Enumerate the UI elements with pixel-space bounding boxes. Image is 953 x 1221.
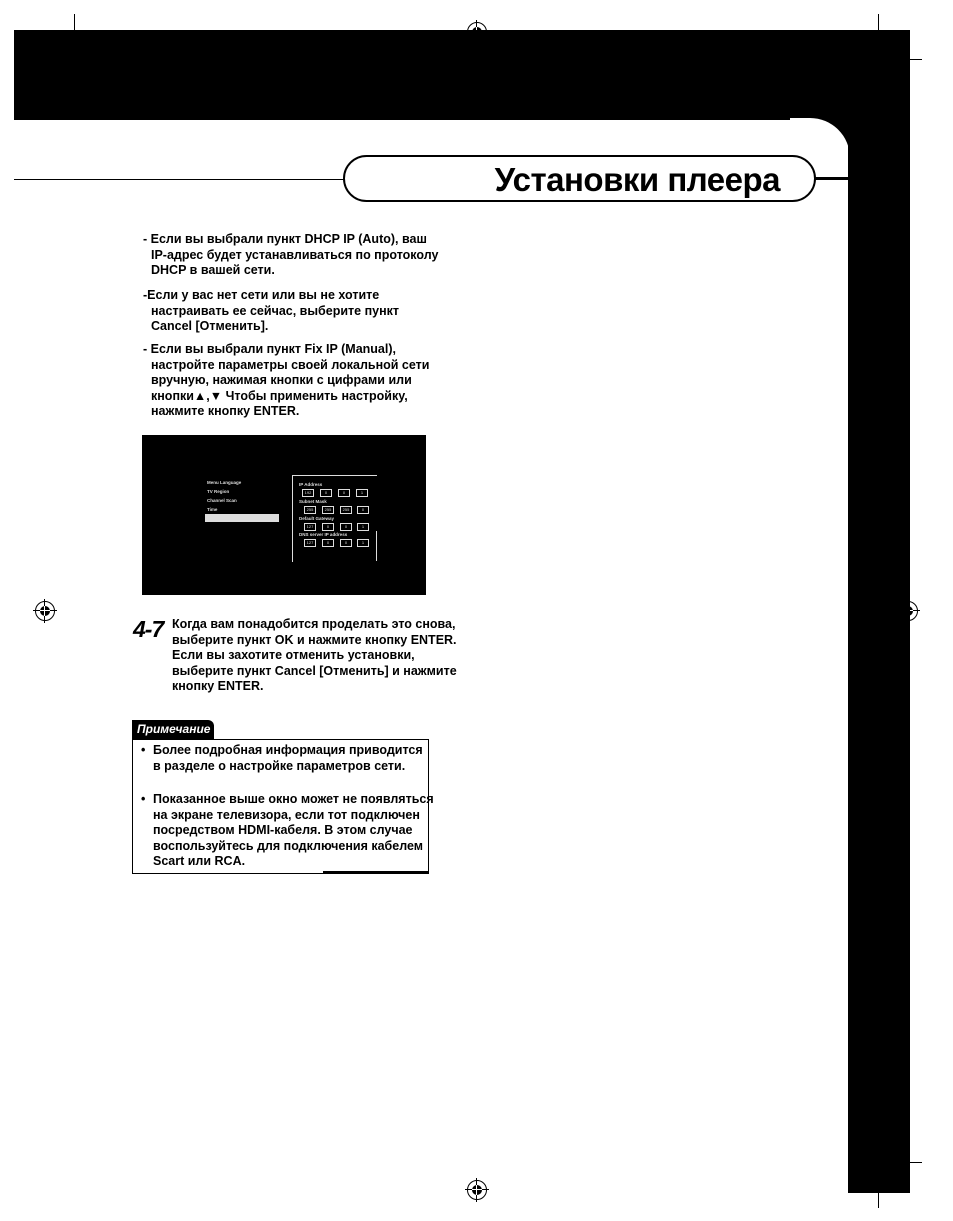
field-label: Subnet Mask [299,499,327,504]
dns-octet: 0 [322,539,334,547]
paragraph-no-network: -Если у вас нет сети или вы не хотите настраивать ее сейчас, выберите пункт Cancel [Отменить]. [143,288,399,334]
registration-mark-icon [33,599,57,623]
gateway-octet: 0 [322,523,334,531]
gateway-octet: 1 [357,523,369,531]
title-rule [14,179,346,180]
paragraph-fix-ip: - Если вы выбрали пункт Fix IP (Manual), настройте параметры своей локальной сети вручную, нажимая кнопки с цифрами или кнопки▲,▼ Чтобы применить настройку, нажмите кнопку ENTER. [143,342,430,419]
tv-screen-image [142,435,426,595]
header-band [14,30,910,120]
note-label: Примечание [132,720,214,739]
dns-octet: 1 [357,539,369,547]
note-box-accent [323,871,429,874]
panel-bracket [374,531,377,561]
gateway-octet: 127 [304,523,316,531]
menu-item: Time [207,507,218,512]
field-label: IP Address [299,482,323,487]
menu-selection-highlight [205,514,279,522]
ip-octet: 0 [320,489,332,497]
side-band-overlay [848,130,910,1193]
step-number: 4-7 [133,616,164,642]
paragraph-dhcp: - Если вы выбрали пункт DHCP IP (Auto), ваш IP-адрес будет устанавливаться по протоколу DHCP в вашей сети. [143,232,439,278]
mask-octet: 255 [340,506,352,514]
registration-mark-icon [465,1178,489,1202]
dns-octet: 0 [340,539,352,547]
mask-octet: 255 [304,506,316,514]
menu-item: Channel Scan [207,498,237,503]
step-text: Когда вам понадобится проделать это снова, выберите пункт OK и нажмите кнопку ENTER. Если вы захотите отменить установки, выберите пункт Cancel [Отменить] и нажмите кнопку ENTER. [172,617,457,694]
ip-octet: 1 [356,489,368,497]
mask-octet: 0 [357,506,369,514]
bullet: • [141,743,146,757]
ip-octet: 0 [338,489,350,497]
ip-octet: 192 [302,489,314,497]
bullet: • [141,792,146,806]
field-label: Default Gateway [299,516,335,521]
title-rule-right [814,177,850,180]
note-item: • Более подробная информация приводится в разделе о настройке параметров сети. [141,743,423,773]
dns-octet: 127 [304,539,316,547]
note-item: • Показанное выше окно может не появляться на экране телевизора, если тот подключен посредством HDMI-кабеля. В этом случае воспользуйтесь для подключения кабелем Scart или RCA. [141,792,434,869]
field-label: DNS server IP address [299,532,348,537]
menu-item: Menu Language [207,480,242,485]
mask-octet: 255 [322,506,334,514]
gateway-octet: 0 [340,523,352,531]
menu-item: TV Region [207,489,230,494]
page-title: Установки плеера [494,161,780,198]
